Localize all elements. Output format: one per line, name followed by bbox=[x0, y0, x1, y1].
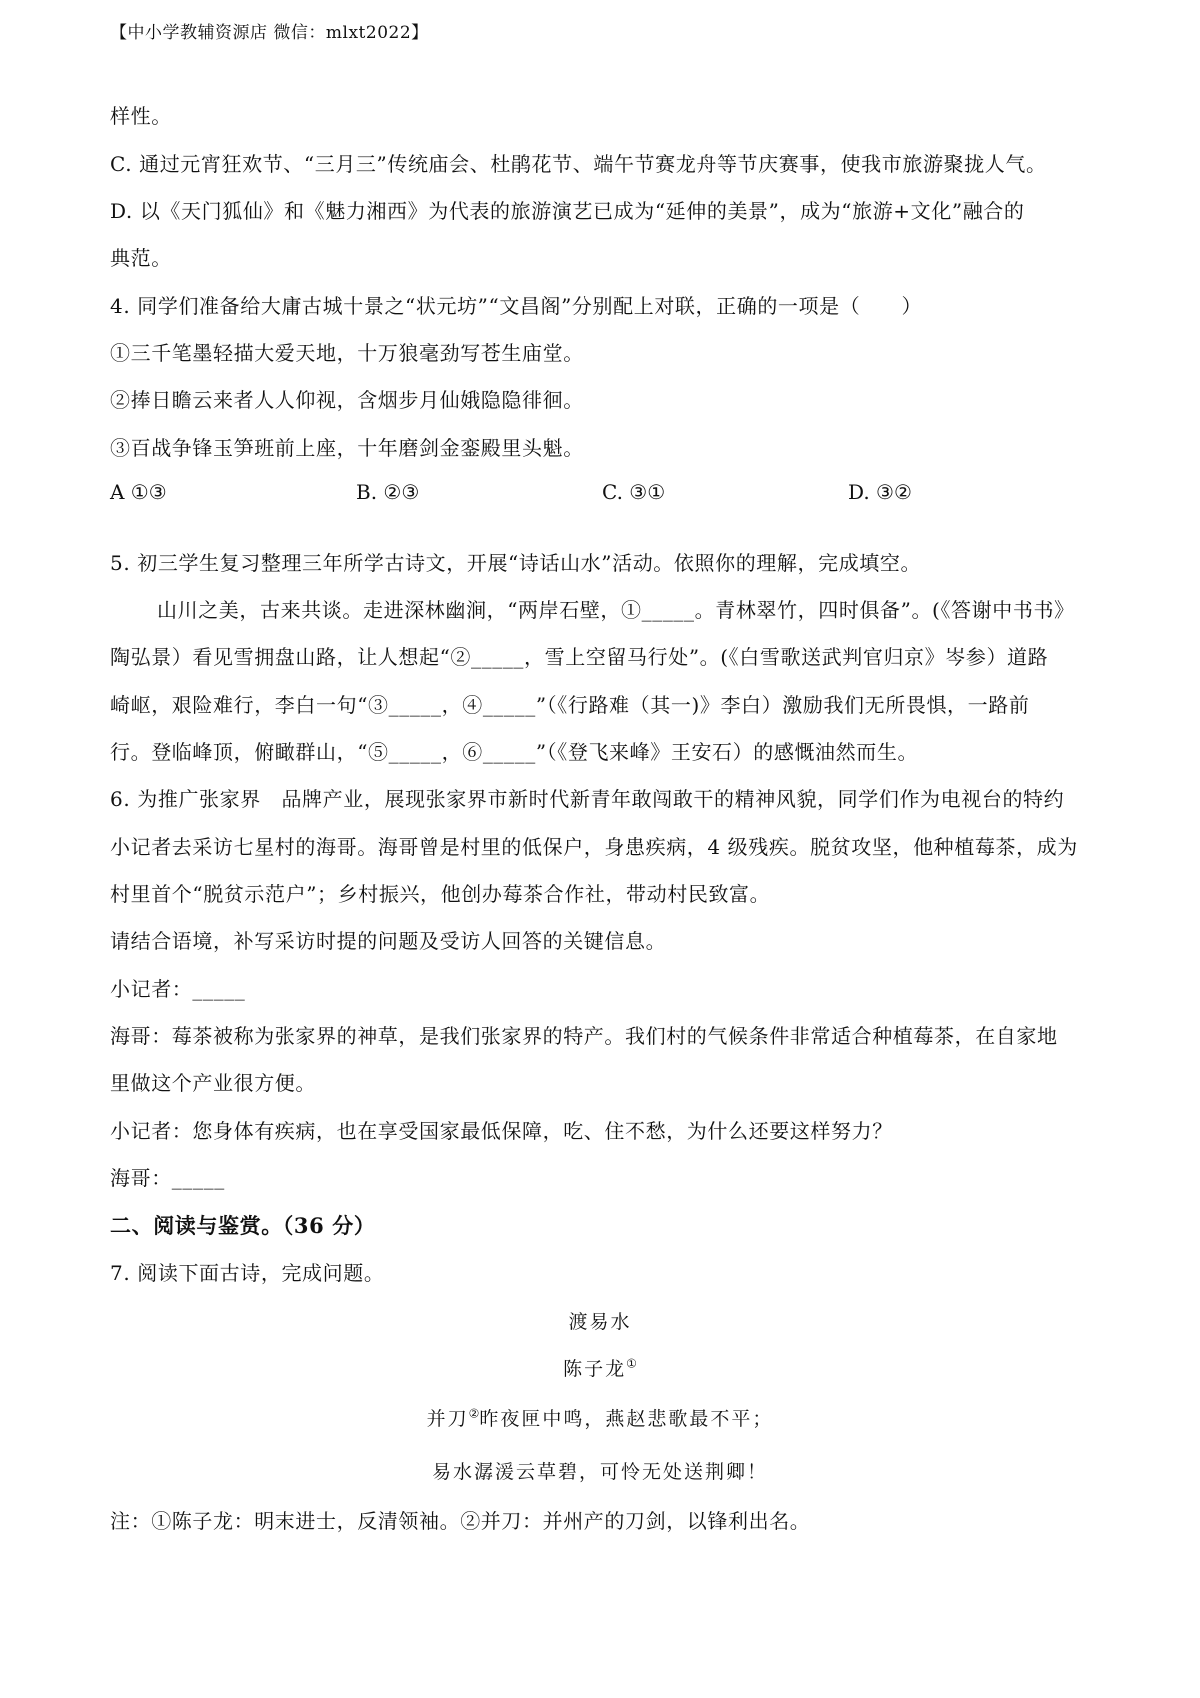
q6-stem-line2: 小记者去采访七星村的海哥。海哥曾是村里的低保户，身患疾病，4 级残疾。脱贫攻坚，他种植莓茶，成为 bbox=[110, 835, 1078, 859]
q4-item-1: ①三千笔墨轻描大爱天地，十万狼毫劲写苍生庙堂。 bbox=[110, 341, 584, 365]
poem-line-1-start: 并刀 bbox=[426, 1408, 469, 1430]
q4-option-c: C. ③① bbox=[602, 480, 666, 504]
q7-stem: 7. 阅读下面古诗，完成问题。 bbox=[110, 1261, 385, 1285]
q3-option-d-line1: D. 以《天门狐仙》和《魅力湘西》为代表的旅游演艺已成为“延伸的美景”，成为“旅游+文化”融合的 bbox=[110, 199, 1025, 223]
q6-reporter-question-1: 小记者：_____ bbox=[110, 977, 246, 1001]
q4-option-b: B. ②③ bbox=[356, 480, 420, 504]
q5-paragraph-line3: 崎岖，艰险难行，李白一句“③_____，④_____”（《行路难（其一)》李白）激励我们无所畏惧，一路前 bbox=[110, 693, 1030, 717]
q4-option-d: D. ③② bbox=[848, 480, 912, 504]
poem-notes: 注：①陈子龙：明末进士，反清领袖。②并刀：并州产的刀剑，以锋利出名。 bbox=[110, 1509, 811, 1533]
q5-stem: 5. 初三学生复习整理三年所学古诗文，开展“诗话山水”活动。依照你的理解，完成填空。 bbox=[110, 551, 922, 575]
q6-haige-answer-1-line1: 海哥：莓茶被称为张家界的神草，是我们张家界的特产。我们村的气候条件非常适合种植莓茶，在自家地 bbox=[110, 1024, 1058, 1048]
q5-paragraph-line2: 陶弘景）看见雪拥盘山路，让人想起“②_____，雪上空留马行处”。(《白雪歌送武判官归京》岑参）道路 bbox=[110, 645, 1049, 669]
poem-line-1-rest: 昨夜匣中鸣，燕赵悲歌最不平； bbox=[479, 1408, 774, 1430]
q3-option-c: C. 通过元宵狂欢节、“三月三”传统庙会、杜鹃花节、端午节赛龙舟等节庆赛事，使我市旅游聚拢人气。 bbox=[110, 152, 1047, 176]
q6-reporter-question-2: 小记者：您身体有疾病，也在享受国家最低保障，吃、住不愁，为什么还要这样努力？ bbox=[110, 1119, 893, 1143]
q5-paragraph-line1: 山川之美，古来共谈。走进深林幽涧，“两岸石壁，①_____。青林翠竹，四时俱备”。(《答谢中书书》 bbox=[157, 598, 1075, 622]
q6-stem-line3: 村里首个“脱贫示范户”；乡村振兴，他创办莓茶合作社，带动村民致富。 bbox=[110, 882, 771, 906]
q4-stem: 4. 同学们准备给大庸古城十景之“状元坊”“文昌阁”分别配上对联，正确的一项是（ ） bbox=[110, 294, 923, 318]
section-heading-reading: 二、阅读与鉴赏。（36 分） bbox=[110, 1213, 376, 1238]
q3-option-d-line2: 典范。 bbox=[110, 246, 172, 270]
q6-instruction: 请结合语境，补写采访时提的问题及受访人回答的关键信息。 bbox=[110, 929, 667, 953]
q6-haige-answer-2: 海哥：_____ bbox=[110, 1166, 225, 1190]
q4-option-a: A ①③ bbox=[110, 480, 167, 504]
poem-line-2: 易水潺湲云草碧，可怜无处送荆卿！ bbox=[431, 1461, 768, 1483]
poem-author-name: 陈子龙 bbox=[563, 1358, 627, 1380]
poem-title: 渡易水 bbox=[568, 1311, 632, 1333]
q6-stem-line1: 6. 为推广张家界 品牌产业，展现张家界市新时代新青年敢闯敢干的精神风貌，同学们作为电视台的特约 bbox=[110, 787, 1065, 811]
q4-item-2: ②捧日瞻云来者人人仰视，含烟步月仙娥隐隐徘徊。 bbox=[110, 388, 584, 412]
q3-text-continuation: 样性。 bbox=[110, 104, 172, 128]
poem-line-1 bbox=[0, 1404, 1200, 1431]
footnote-marker-2: ② bbox=[468, 1406, 480, 1421]
watermark-header: 【中小学教辅资源店 微信：mlxt2022】 bbox=[110, 23, 429, 43]
q5-paragraph-line4: 行。登临峰顶，俯瞰群山，“⑤_____，⑥_____”（《登飞来峰》王安石）的感慨油然而生。 bbox=[110, 740, 919, 764]
poem-author bbox=[0, 1354, 1200, 1381]
q6-haige-answer-1-line2: 里做这个产业很方便。 bbox=[110, 1071, 316, 1095]
q4-item-3: ③百战争锋玉笋班前上座，十年磨剑金銮殿里头魁。 bbox=[110, 436, 584, 460]
footnote-marker-1: ① bbox=[626, 1356, 637, 1371]
